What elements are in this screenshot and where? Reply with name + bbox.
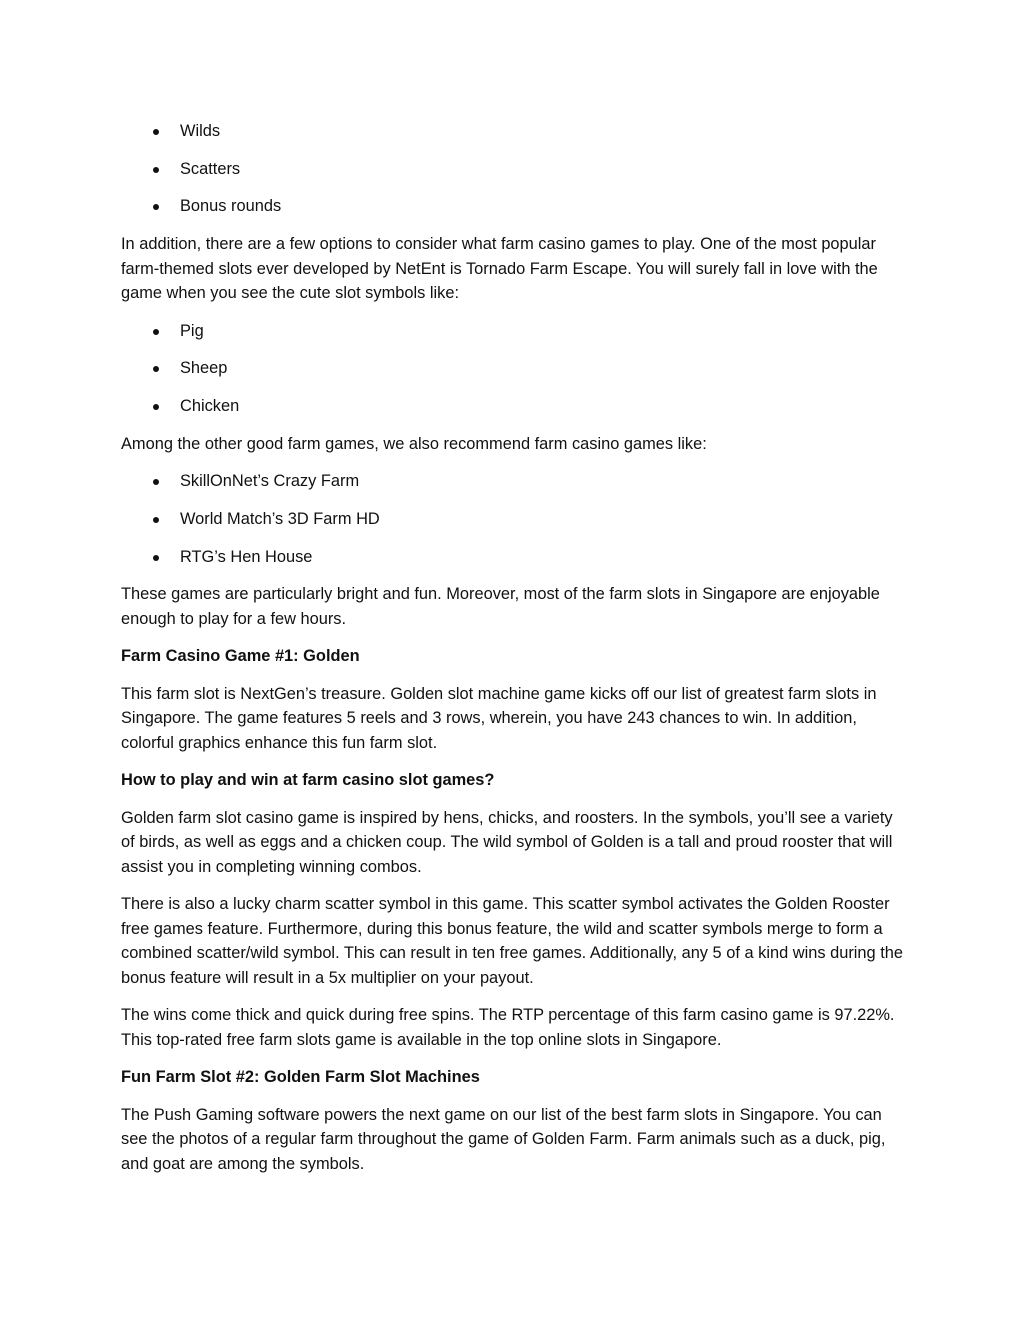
paragraph: The wins come thick and quick during free spins. The RTP percentage of this farm casino game is 97.22%. This top-rated free farm slots game is available in the top online slots in Singapore. [121, 1006, 895, 1049]
list-item-text: Bonus rounds [180, 197, 282, 216]
list-item-text: SkillOnNet’s Crazy Farm [180, 472, 360, 491]
list-item-text: Wilds [180, 122, 221, 140]
list-item [121, 119, 905, 144]
list-item [121, 545, 905, 570]
list-item [121, 469, 905, 494]
paragraph: There is also a lucky charm scatter symbol in this game. This scatter symbol activates the Golden Rooster free games feature. Furthermore, during this bonus feature, the wild and scatter symbols merge to form a combined scatter/wild symbol. This can result in ten free games. Additionally, any 5 of a kind wins during the bonus feature will result in a 5x multiplier on your payout. [121, 895, 903, 987]
list-item [121, 319, 905, 344]
bullet-icon [153, 204, 159, 210]
list-item-text: World Match’s 3D Farm HD [180, 509, 380, 528]
section-heading: How to play and win at farm casino slot games? [121, 771, 495, 790]
document-body [121, 119, 905, 1189]
bullet-icon [153, 167, 159, 173]
list-item-text: Scatters [180, 159, 241, 178]
section-heading: Farm Casino Game #1: Golden [121, 647, 360, 666]
recommended-games-list [121, 469, 905, 569]
list-item [121, 194, 905, 219]
paragraph: These games are particularly bright and fun. Moreover, most of the farm slots in Singapore are enjoyable enough to play for a few hours. [121, 585, 880, 628]
list-item-text: RTG’s Hen House [180, 547, 313, 566]
paragraph: The Push Gaming software powers the next game on our list of the best farm slots in Singapore. You can see the photos of a regular farm throughout the game of Golden Farm. Farm animals such as a duck, pig, and goat are among the symbols. [121, 1105, 886, 1173]
bullet-icon [153, 329, 159, 335]
list-item [121, 394, 905, 419]
paragraph: Golden farm slot casino game is inspired by hens, chicks, and roosters. In the symbols, you’ll see a variety of birds, as well as eggs and a chicken coup. The wild symbol of Golden is a tall and proud rooster that will assist you in completing winning combos. [121, 808, 893, 876]
bullet-icon [153, 479, 159, 485]
paragraph: This farm slot is NextGen’s treasure. Golden slot machine game kicks off our list of greatest farm slots in Singapore. The game features 5 reels and 3 rows, wherein, you have 243 chances to win. In addition, colorful graphics enhance this fun farm slot. [121, 684, 877, 752]
paragraph: Among the other good farm games, we also recommend farm casino games like: [121, 434, 707, 453]
list-item-text: Chicken [180, 396, 240, 415]
list-item [121, 356, 905, 381]
bonus-features-list [121, 119, 905, 219]
paragraph: In addition, there are a few options to consider what farm casino games to play. One of the most popular farm-themed slots ever developed by NetEnt is Tornado Farm Escape. You will surely fall in love with the game when you see the cute slot symbols like: [121, 235, 878, 303]
list-item [121, 157, 905, 182]
section-heading: Fun Farm Slot #2: Golden Farm Slot Machines [121, 1068, 480, 1087]
bullet-icon [153, 404, 159, 410]
slot-symbols-list [121, 319, 905, 419]
list-item [121, 507, 905, 532]
bullet-icon [153, 555, 159, 561]
bullet-icon [153, 517, 159, 523]
list-item-text: Pig [180, 321, 204, 340]
list-item-text: Sheep [180, 359, 228, 378]
bullet-icon [153, 366, 159, 372]
bullet-icon [153, 129, 159, 135]
